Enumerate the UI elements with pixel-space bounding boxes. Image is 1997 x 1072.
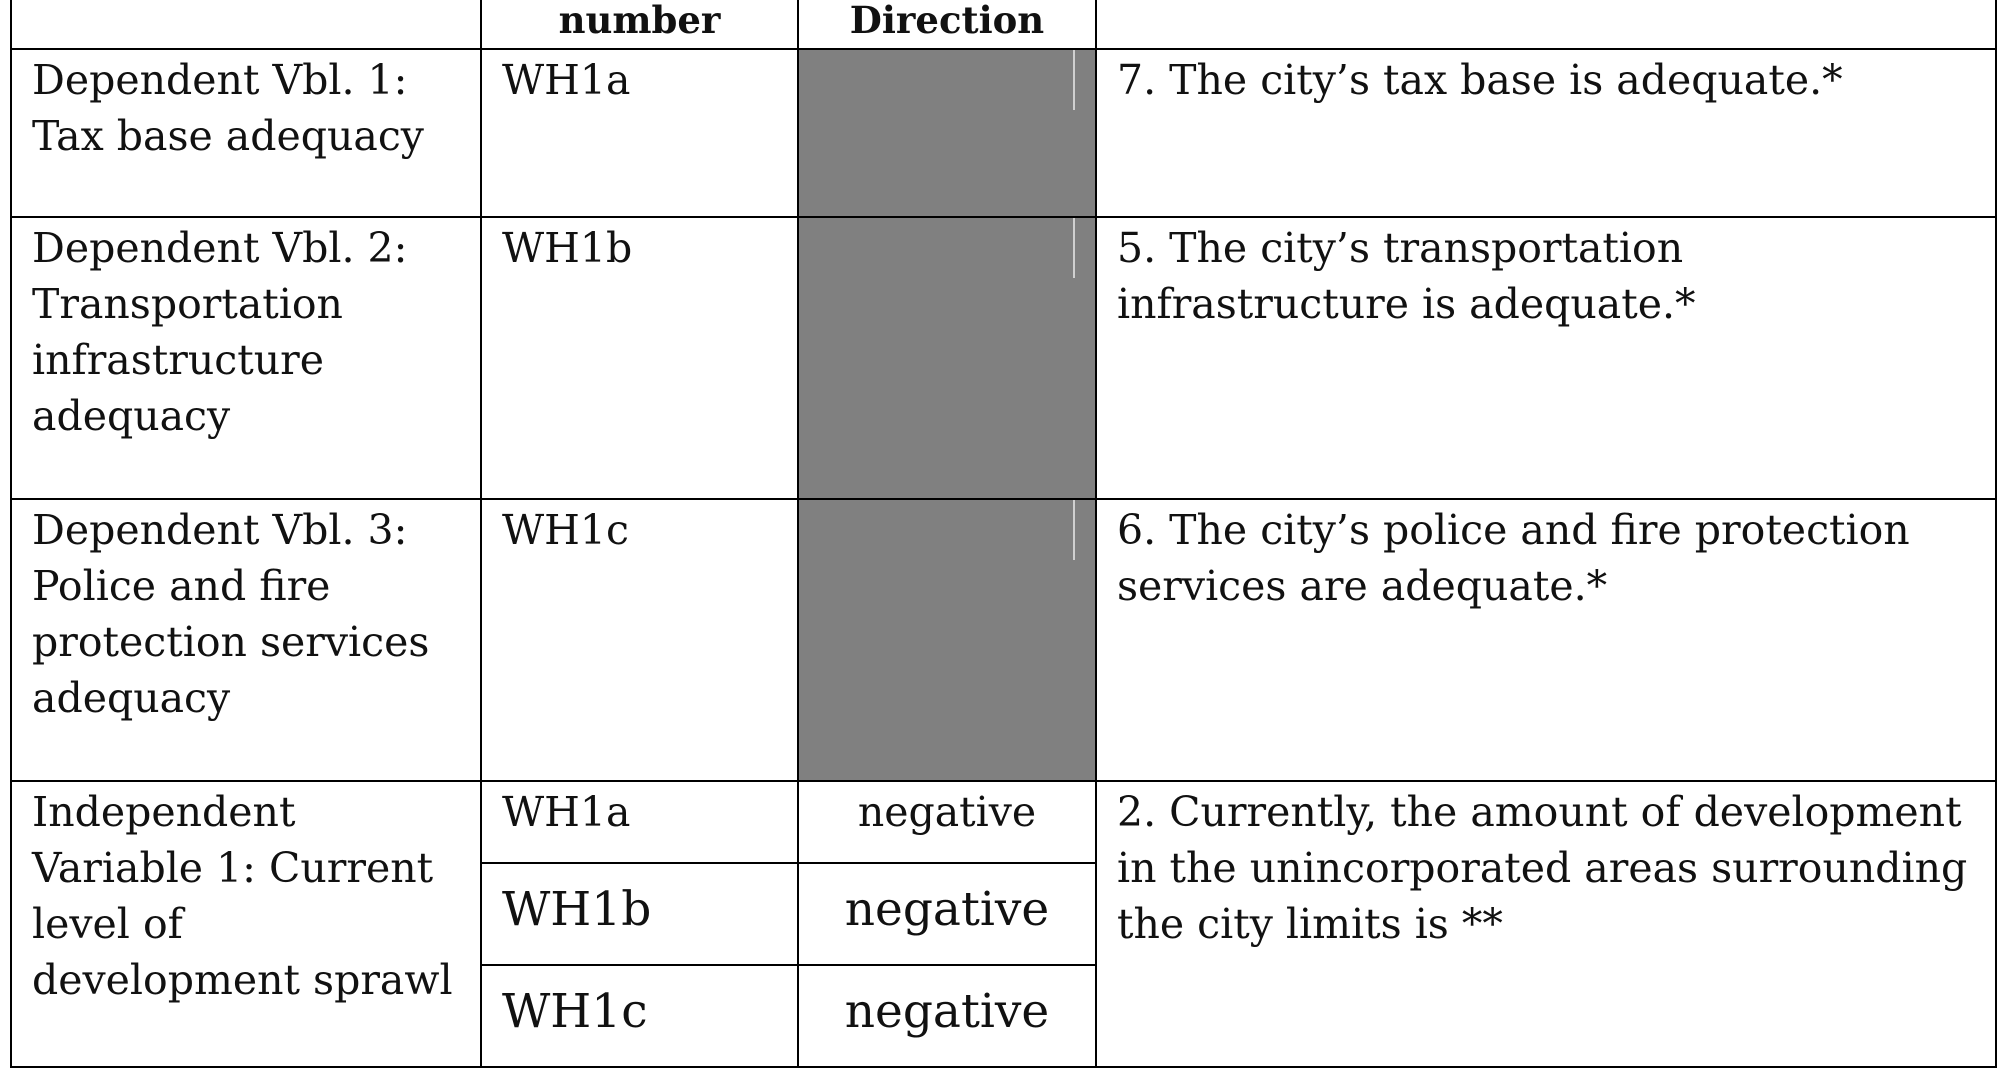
direction-cell bbox=[798, 863, 1096, 965]
direction-cell-shaded bbox=[798, 49, 1096, 217]
direction-cell-shaded bbox=[798, 217, 1096, 499]
code-cell bbox=[481, 781, 798, 863]
variable-name: Independent Variable 1: Current level of development sprawl bbox=[32, 788, 453, 1004]
variable-name: Dependent Vbl. 2: Transportation infrastructure adequacy bbox=[32, 224, 408, 440]
code-cell bbox=[481, 863, 798, 965]
header-direction: Direction bbox=[798, 0, 1096, 49]
variable-cell bbox=[11, 499, 481, 781]
header-row bbox=[11, 0, 1996, 49]
variable-cell bbox=[11, 217, 481, 499]
direction-value: negative bbox=[857, 788, 1037, 836]
direction-cell bbox=[798, 965, 1096, 1067]
direction-value: negative bbox=[844, 882, 1050, 937]
variable-cell bbox=[11, 781, 481, 1067]
hypothesis-table bbox=[10, 0, 1997, 1068]
code-cell bbox=[481, 499, 798, 781]
code-cell bbox=[481, 217, 798, 499]
survey-item-cell bbox=[1096, 781, 1996, 1067]
survey-item: 5. The city’s transportation infrastructure is adequate.* bbox=[1117, 224, 1696, 328]
hypothesis-code: WH1a bbox=[502, 788, 631, 836]
variable-name: Dependent Vbl. 1: Tax base adequacy bbox=[32, 56, 424, 160]
code-cell bbox=[481, 965, 798, 1067]
header-variable bbox=[11, 0, 481, 49]
variable-name: Dependent Vbl. 3: Police and fire protection services adequacy bbox=[32, 506, 430, 722]
table-row bbox=[11, 217, 1996, 499]
hypothesis-code: WH1c bbox=[502, 506, 629, 554]
table-row bbox=[11, 49, 1996, 217]
survey-item: 7. The city’s tax base is adequate.* bbox=[1117, 56, 1843, 104]
header-survey-item bbox=[1096, 0, 1996, 49]
direction-cell bbox=[798, 781, 1096, 863]
variable-cell bbox=[11, 49, 481, 217]
survey-item: 6. The city’s police and fire protection services are adequate.* bbox=[1117, 506, 1910, 610]
survey-item-cell bbox=[1096, 49, 1996, 217]
hypothesis-code: WH1b bbox=[502, 882, 652, 937]
direction-cell-shaded bbox=[798, 499, 1096, 781]
hypothesis-code: WH1a bbox=[502, 56, 631, 104]
hypothesis-code: WH1c bbox=[502, 984, 648, 1039]
survey-item-cell bbox=[1096, 217, 1996, 499]
code-cell bbox=[481, 49, 798, 217]
survey-item: 2. Currently, the amount of development in the unincorporated areas surrounding the city limits is ** bbox=[1117, 788, 1968, 948]
table-row bbox=[11, 499, 1996, 781]
direction-value: negative bbox=[844, 984, 1050, 1039]
header-number: number bbox=[481, 0, 798, 49]
hypothesis-code: WH1b bbox=[502, 224, 633, 272]
survey-item-cell bbox=[1096, 499, 1996, 781]
table-row bbox=[11, 781, 1996, 863]
